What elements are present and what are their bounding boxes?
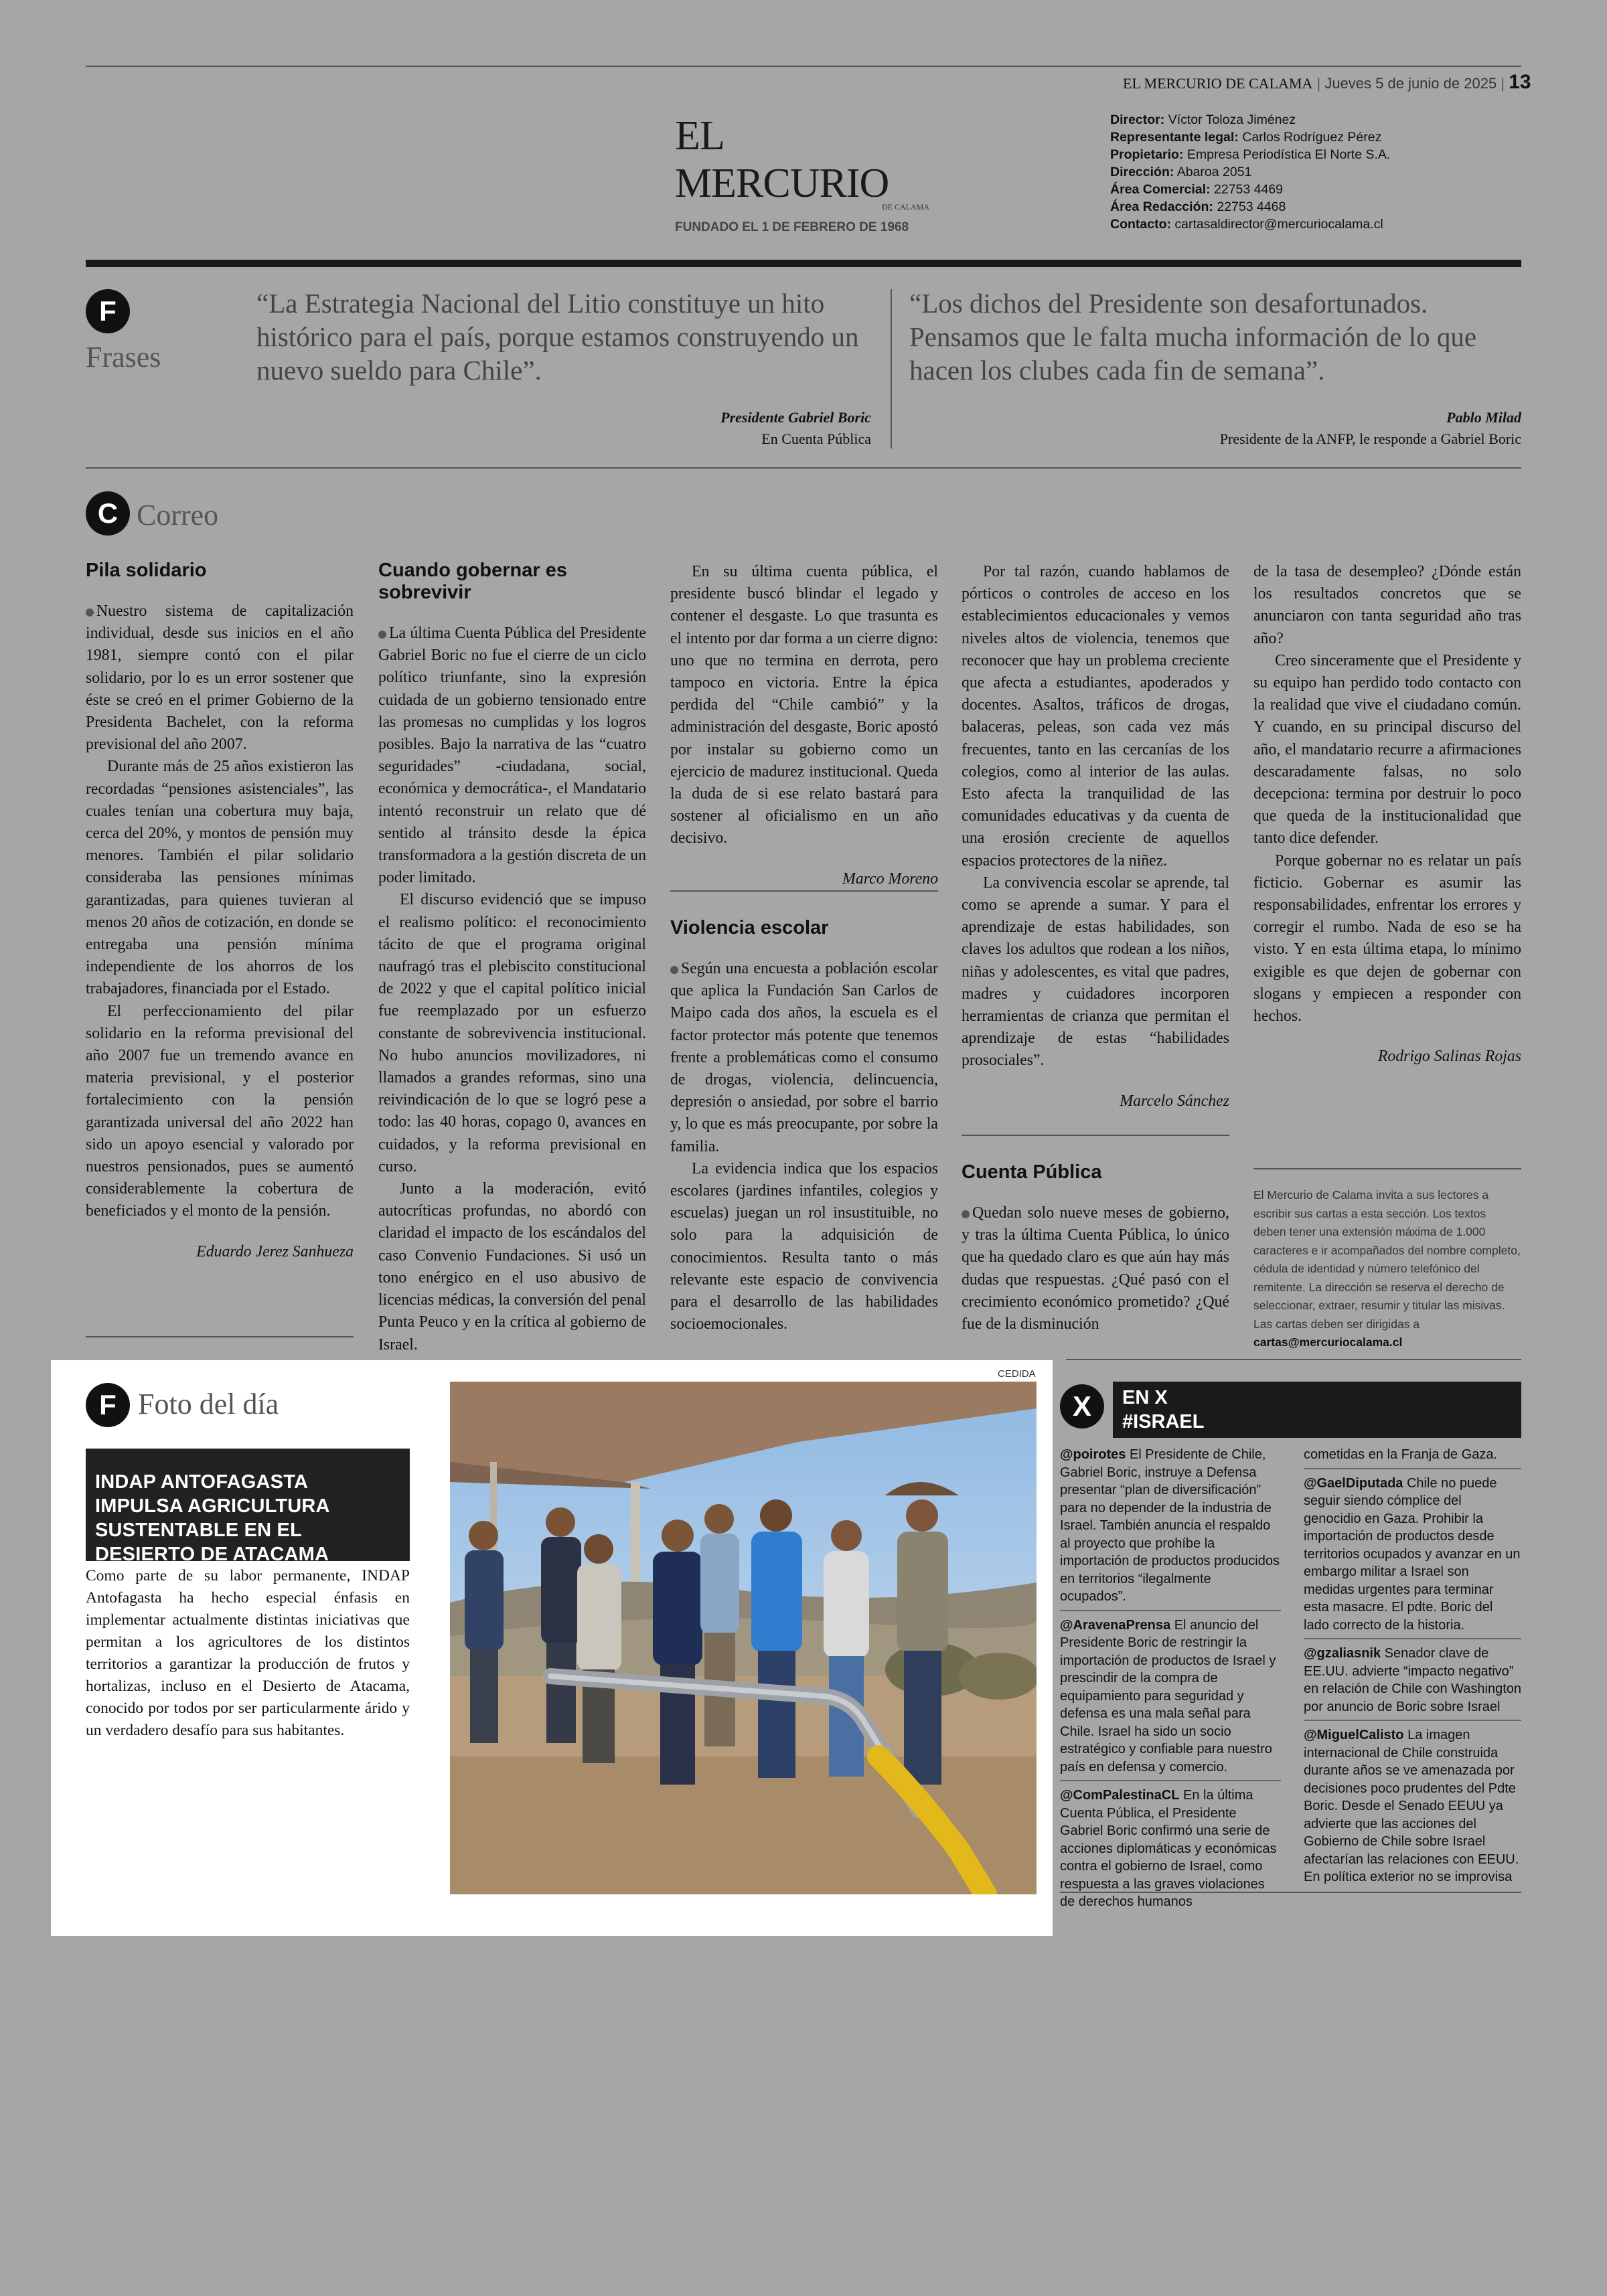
letter-cuando-gobernar <box>378 560 646 1356</box>
frase-attribution-2 <box>909 407 1521 450</box>
tweets-column-1 <box>1060 1446 1281 1915</box>
masthead-logo <box>675 112 943 235</box>
tweet-handle: @AravenaPrensa <box>1060 1617 1171 1633</box>
letter-paragraph: Junto a la moderación, evitó autocríticas profundas, no abordó con claridad el impacto de los escándalos del caso Convenio Fundaciones. Si usó un tono enérgico en el uso abusivo de licencias médicas, la conversión del penal Punta Peuco y en la crítica al gobierno de Israel. <box>378 1180 646 1354</box>
letter-paragraph: Según una encuesta a población escolar que aplica la Fundación San Carlos de Maipo cada dos años, la escuela es el factor protector más potente que tenemos frente a problemáticas como el consumo de drogas, violencia, delincuencia, depresión o ansiedad, por sobre el barrio y, lo que es más preocupante, por sobre la familia. <box>670 960 938 1155</box>
frase-attribution-1 <box>256 407 871 450</box>
note-text: El Mercurio de Calama invita a sus lectores a escribir sus cartas a esta sección. Los textos deben tener una extensión máxima de 1.000 caracteres e ir acompañados del nombre completo, cédula de identidad y número telefónico del remitente. La dirección se reserva el derecho de seleccionar, extraer, resumir y titular las misivas. Las cartas deben ser dirigidas a <box>1253 1188 1521 1331</box>
foto-icon: F <box>86 1383 130 1427</box>
letter-paragraph: La convivencia escolar se aprende, tal como se aprende a sumar. Y para el aprendizaje de estas habilidades, son claves los adultos que rodean a los niños, niñas y adolescentes, es vital que padres, madres y cuidadores incorporen herramientas de crianza que permitan el aprendizaje de estas “habilidades prosociales”. <box>962 874 1229 1070</box>
letter-title: Pila solidario <box>86 560 207 581</box>
header-thick-rule <box>86 260 1521 267</box>
frases-label: Frases <box>86 341 161 374</box>
letter-pila-solidario <box>86 560 354 1261</box>
tweet: @MiguelCalisto La imagen internacional de Chile construida durante años se ve amenazada por decisiones poco prudentes del Pdte Boric. Desde el Senado EEUU ya advierte que las acciones del Gobierno de Chile sobre Israel afectarían las relaciones con EEUU. En política exterior no se improvisa <box>1304 1728 1519 1884</box>
logo-title: EL MERCURIO <box>675 113 889 206</box>
top-rule <box>86 66 1521 67</box>
paper-name: EL MERCURIO DE CALAMA <box>1123 75 1313 92</box>
letter-paragraph: El perfeccionamiento del pilar solidario en la reforma previsional del año 2007 fue un tremendo avance en materia previsional, y el posterior fortalecimiento con la pensión garantizada universal del año 2022 han sido un apoyo esencial y valorado por nuestros pensionados, pues se aumentó considerablemente la cobertura de beneficiados y el monto de la pensión. <box>86 1002 354 1220</box>
issue-date: Jueves 5 de junio de 2025 <box>1324 75 1497 92</box>
tweet: @GaelDiputada Chile no puede seguir siendo cómplice del genocidio en Gaza. Prohibir la importación de productos desde territorios ocupados y avanzar en un embargo militar a Israel son medidas urgentes para terminar esta masacre. El pdte. Boric del lado correcto de la historia. <box>1304 1475 1521 1633</box>
letter-paragraph: Por tal razón, cuando hablamos de pórticos o controles de acceso en los establecimientos educacionales y vemos niveles altos de violencia, tenemos que reconocer que hay un problema creciente que afecta a estudiantes, apoderados y docentes. Asaltos, tráficos de drogas, balaceras, peleas, son cada vez más frecuentes, tanto en las cercanías de los colegios, como al interior de las aulas. Esto afecta la tranquilidad de las comunidades educativas y da cuenta de una erosión creciente de aquellos espacios protectores de la niñez. <box>962 563 1229 870</box>
enx-title-1: EN X <box>1122 1387 1168 1408</box>
info-director: Director: Víctor Toloza Jiménez <box>1110 112 1296 127</box>
enx-title-2: #ISRAEL <box>1122 1411 1205 1432</box>
tweet-divider <box>1060 1780 1281 1781</box>
frase-quote-1: “La Estrategia Nacional del Litio constituye un hito histórico para el país, porque estamos construyendo un nuevo sueldo para Chile”. <box>256 288 859 386</box>
letter-title: Cuando gobernar es sobrevivir <box>378 560 567 603</box>
logo-subtitle: DE CALAMA <box>882 202 929 212</box>
frases-divider <box>891 289 892 448</box>
masthead-info <box>1110 111 1525 233</box>
letter-paragraph: Quedan solo nueve meses de gobierno, y tras la última Cuenta Pública, lo único que ha quedado claro es que aún hay más dudas que respuestas. ¿Qué pasó con el crecimiento económico prometido? ¿Qué fue de la disminución <box>962 1204 1229 1333</box>
letter-paragraph: Nuestro sistema de capitalización individual, desde sus inicios en el año 1981, siempre contó con el pilar solidario, por lo es un error sostener que éste se creó en el primer Gobierno de la Presidenta Bachelet, con la reforma previsional del año 2007. <box>86 602 354 754</box>
tweet-continuation: cometidas en la Franja de Gaza. <box>1304 1447 1498 1462</box>
letter-cuenta-publica <box>962 1161 1229 1335</box>
letter-title: Cuenta Pública <box>962 1161 1102 1183</box>
letter-violencia-escolar <box>670 917 938 1335</box>
frase-context-1: En Cuenta Pública <box>761 430 871 447</box>
correo-bottom-rule <box>1066 1359 1521 1360</box>
info-commercial: Área Comercial: 22753 4469 <box>1110 182 1284 197</box>
tweet: @ComPalestinaCL En la última Cuenta Pública, el Presidente Gabriel Boric confirmó una serie de acciones diplomáticas y económicas contra el gobierno de Israel, como respuesta a las graves violaciones de derechos humanos <box>1060 1788 1277 1909</box>
foto-caption: Como parte de su labor permanente, INDAP Antofagasta ha hecho especial énfasis en implementar actualmente distintas iniciativas que permitan a los agricultores de los distintos territorios a garantizar la producción de frutos y hortalizas, incluso en el Desierto de Atacama, conocido por todos por ser particularmente árido y un verdadero desafío para sus habitantes. <box>86 1567 410 1739</box>
letter-violencia-escolar-cont <box>962 561 1229 1111</box>
foto-headline: INDAP ANTOFAGASTA IMPULSA AGRICULTURA SUSTENTABLE EN EL DESIERTO DE ATACAMA <box>86 1449 410 1561</box>
letter-signature: Rodrigo Salinas Rojas <box>1377 1048 1521 1066</box>
photo-credit: CEDIDA <box>998 1368 1036 1380</box>
info-address: Dirección: Abaroa 2051 <box>1110 165 1252 179</box>
frase-author-2: Pablo Milad <box>1446 409 1521 426</box>
letter-paragraph: La evidencia indica que los espacios escolares (jardines infantiles, colegios y escuelas) juegan un rol insustituible, no solo para la adquisición de conocimientos. Resulta tanto o más relevante este espacio de convivencia para el desarrollo de las habilidades socioemocionales. <box>670 1159 938 1333</box>
tweet-handle: @GaelDiputada <box>1304 1475 1403 1491</box>
tweet-divider <box>1304 1720 1521 1721</box>
foto-image <box>450 1382 1037 1894</box>
tweet-divider <box>1304 1638 1521 1639</box>
letter-title: Violencia escolar <box>670 917 829 938</box>
correo-label: Correo <box>137 499 219 531</box>
letter-paragraph: Porque gobernar no es relatar un país ficticio. Gobernar es asumir las responsabilidades, enfrentar los errores y corregir el rumbo. Nada de eso se ha visto. Y en esta última etapa, lo mínimo exigible es que dejen de gobernar con slogans y empiecen a responder con hechos. <box>1253 851 1521 1026</box>
letter-paragraph: La última Cuenta Pública del Presidente Gabriel Boric no fue el cierre de un ciclo político triunfante, sino la expresión cuidada de un gobierno tensionado entre las promesas no cumplidas y los logros posibles. Bajo la narrativa de las “cuatro seguridades” -ciudadana, social, económica y democrática-, el Mandatario intentó reconstruir un relato que dé sentido al tránsito desde la épica transformadora a la gestión discreta de un poder limitado. <box>378 625 646 887</box>
tweet: @poirotes El Presidente de Chile, Gabriel Boric, instruye a Defensa presentar “plan de diversificación” para no depender de la industria de Israel. También anuncia el respaldo al proyecto que prohíbe la importación de productos producidos en territorios “ilegalmente ocupados”. <box>1060 1447 1280 1604</box>
letter-signature: Eduardo Jerez Sanhueza <box>196 1242 354 1260</box>
correo-icon: C <box>86 491 130 536</box>
col4-mid-rule <box>962 1135 1229 1136</box>
enx-bottom-rule <box>1060 1892 1521 1893</box>
enx-banner <box>1113 1382 1521 1438</box>
tweets-column-2 <box>1304 1446 1521 1890</box>
letter-paragraph: En su última cuenta pública, el presidente buscó blindar el legado y contener el desgaste. Lo que trasunta es el intento por dar forma a un cierre digno: uno que no termina en derrota, pero tampoco en victoria. Entre la épica perdida del “Chile cambió” y la administración del desgaste, Boric apostó por instalar su gobierno como un ejercicio de madurez institucional. Queda la duda de si ese relato bastará para sostener al oficialismo en un año decisivo. <box>670 563 938 847</box>
frase-context-2: Presidente de la ANFP, le responde a Gabriel Boric <box>1219 430 1521 447</box>
frase-author-1: Presidente Gabriel Boric <box>720 409 871 426</box>
info-owner: Propietario: Empresa Periodística El Norte S.A. <box>1110 147 1391 162</box>
letter-paragraph: Creo sinceramente que el Presidente y su equipo han perdido todo contacto con la realidad que vive el ciudadano común. Y cuando, en su principal discurso del año, el mandatario recurre a afirmaciones descaradamente falsas, no solo decepciona: termina por destruir lo poco que queda de la institucionalidad que tanto dice defender. <box>1253 651 1521 847</box>
letter-cuenta-publica-cont <box>1253 561 1521 1066</box>
tweet-handle: @gzaliasnik <box>1304 1646 1381 1661</box>
letter-paragraph: de la tasa de desempleo? ¿Dónde están los resultados concretos que se anunciaron con tanta seguridad año tras año? <box>1253 563 1521 647</box>
col1-end-rule <box>86 1336 354 1337</box>
frases-icon: F <box>86 289 130 333</box>
info-newsroom: Área Redacción: 22753 4468 <box>1110 199 1286 214</box>
info-contact: Contacto: cartasaldirector@mercuriocalama.cl <box>1110 217 1383 232</box>
page-number: 13 <box>1509 71 1531 93</box>
tweet-handle: @MiguelCalisto <box>1304 1728 1404 1742</box>
tweet: @gzaliasnik Senador clave de EE.UU. advierte “impacto negativo” en relación de Chile con Washington por anuncio de Boric sobre Israel <box>1304 1646 1522 1714</box>
letter-paragraph: El discurso evidenció que se impuso el realismo político: el reconocimiento tácito de que el programa original naufragó tras el plebiscito constitucional de 2022 y que el capital político inicial fue reemplazado por un esfuerzo constante de sobrevivencia institucional. No hubo anuncios movilizadores, ni llamados a grandes reformas, sino una reivindicación de lo que se logró pese a todo: las 40 horas, copago 0, avances en cuidados, y la reforma previsional en curso. <box>378 891 646 1175</box>
header-line: EL MERCURIO DE CALAMA | Jueves 5 de junio de 2025 | 13 <box>1123 71 1531 93</box>
tweet: @AravenaPrensa El anuncio del Presidente Boric de restringir la importación de productos de Israel y prescindir de la compra de equipamiento para seguridad y defensa es una mala señal para Chile. Israel ha sido un socio estratégico y confiable para nuestro país en defensa y comercio. <box>1060 1617 1276 1775</box>
letter-signature: Marcelo Sánchez <box>1120 1092 1229 1110</box>
x-icon: X <box>1060 1384 1104 1428</box>
letter-paragraph: Durante más de 25 años existieron las recordadas “pensiones asistenciales”, las cuales tenían una cobertura muy baja, cerca del 20%, y montos de pensión muy menores. También el pilar solidario consideraba las pensiones mínimas garantizadas, para quienes tuvieran al menos 20 años de cotización, en donde se entregaba una pensión mínima independiente de los ahorros de los trabajadores, financiada por el Estado. <box>86 758 354 998</box>
letter-signature: Marco Moreno <box>842 870 938 888</box>
col5-mid-rule <box>1253 1168 1521 1169</box>
frase-quote-2: “Los dichos del Presidente son desafortunados. Pensamos que le falta mucha información de lo que hacen los clubes cada fin de semana”. <box>909 288 1477 386</box>
tweet-divider <box>1060 1610 1281 1611</box>
tweet-divider <box>1304 1468 1521 1469</box>
frases-bottom-rule <box>86 467 1521 469</box>
note-email: cartas@mercuriocalama.cl <box>1253 1335 1403 1349</box>
col3-mid-rule <box>670 890 938 892</box>
letters-note <box>1253 1186 1521 1352</box>
founded-line: FUNDADO EL 1 DE FEBRERO DE 1968 <box>675 220 909 234</box>
foto-label: Foto del día <box>138 1388 279 1420</box>
farmers-photo-illustration <box>450 1382 1037 1894</box>
info-legal: Representante legal: Carlos Rodríguez Pérez <box>1110 130 1382 145</box>
tweet-handle: @poirotes <box>1060 1447 1126 1462</box>
tweet-handle: @ComPalestinaCL <box>1060 1788 1180 1803</box>
letter-cuando-gobernar-cont <box>670 561 938 888</box>
